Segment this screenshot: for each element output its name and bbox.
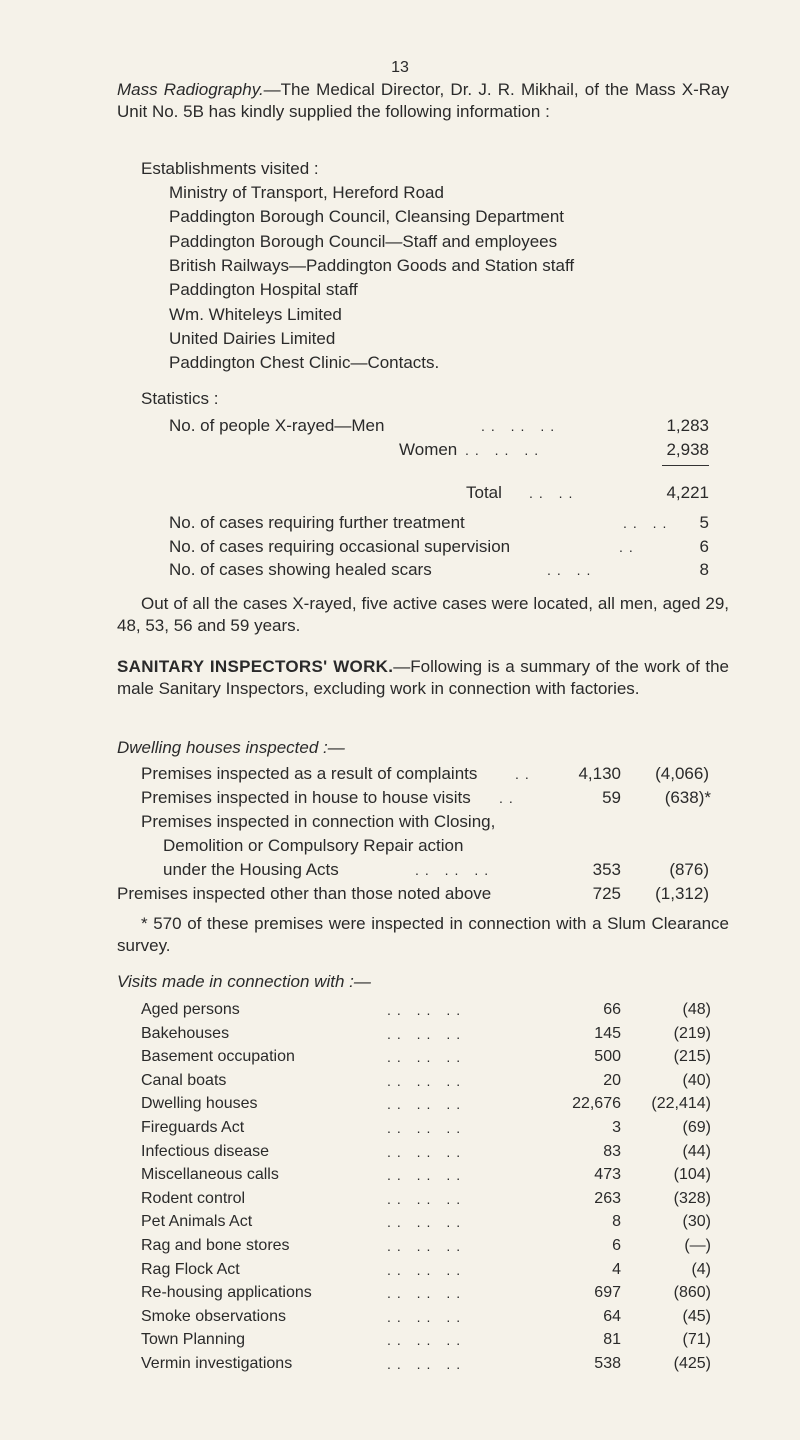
- sanitary-intro: [117, 656, 729, 700]
- leader-dots: .. .. ..: [387, 1072, 467, 1089]
- case-label: No. of cases requiring occasional supervision: [169, 536, 511, 556]
- statistics-heading: Statistics :: [141, 389, 219, 408]
- dwelling-heading: Dwelling houses inspected :—: [117, 738, 345, 757]
- visit-label: Re-housing applications: [141, 1284, 312, 1302]
- closing-row: [163, 859, 709, 881]
- visit-row: [141, 1329, 709, 1351]
- footnote: * 570 of these premises were inspected in connection with a Slum Clearance survey.: [117, 914, 729, 955]
- visit-prev: (69): [682, 1119, 711, 1136]
- leader-dots: .. .. ..: [481, 418, 561, 434]
- closing-prev: (876): [669, 860, 709, 879]
- visit-value: 81: [603, 1331, 621, 1349]
- case-label: No. of cases requiring further treatment: [169, 513, 465, 532]
- visit-prev: (22,414): [651, 1095, 711, 1113]
- dwelling-label: Premises inspected as a result of complaints: [141, 764, 478, 783]
- visit-label: Infectious disease: [141, 1142, 270, 1160]
- case-row: [169, 559, 709, 581]
- stat-value-women: 2,938: [666, 440, 709, 459]
- establishment-item: British Railways—Paddington Goods and Station staff: [169, 255, 575, 275]
- visit-row: [141, 999, 709, 1021]
- visit-value: 20: [603, 1071, 621, 1089]
- leader-dots: .. .. ..: [387, 1261, 467, 1278]
- leader-dots: .. .. ..: [387, 1025, 467, 1042]
- leader-dots: .. ..: [623, 515, 673, 531]
- stat-row-women: [169, 439, 709, 461]
- visit-row: [141, 1306, 709, 1328]
- visit-prev: (40): [682, 1071, 711, 1089]
- other-label: Premises inspected other than those noted above: [117, 884, 492, 903]
- case-value: 6: [699, 536, 709, 556]
- leader-dots: ..: [619, 538, 639, 555]
- visit-prev: (4): [691, 1260, 711, 1278]
- visit-value: 8: [612, 1213, 621, 1231]
- visit-label: Miscellaneous calls: [141, 1166, 279, 1184]
- visit-value: 145: [594, 1024, 621, 1042]
- case-label: No. of cases showing healed scars: [169, 560, 432, 579]
- mass-radiography-intro: [117, 79, 729, 123]
- leader-dots: .. .. ..: [387, 1167, 467, 1184]
- visit-prev: (48): [682, 1001, 711, 1018]
- visit-row: [141, 1211, 709, 1233]
- leader-dots: .. .. ..: [387, 1332, 467, 1349]
- visit-prev: (219): [673, 1024, 711, 1042]
- stat-label-men: No. of people X-rayed—Men: [169, 416, 385, 435]
- leader-dots: .. .. ..: [387, 1143, 467, 1160]
- leader-dots: .. .. ..: [387, 1285, 467, 1302]
- visit-prev: (44): [682, 1142, 711, 1160]
- establishment-item: United Dairies Limited: [169, 328, 336, 348]
- visit-label: Rag Flock Act: [141, 1260, 240, 1278]
- visit-value: 66: [603, 1001, 621, 1018]
- visit-prev: (425): [673, 1355, 711, 1372]
- leader-dots: ..: [515, 766, 535, 782]
- visit-row: [141, 1141, 709, 1163]
- leader-dots: .. .. ..: [387, 1308, 467, 1325]
- other-row: [117, 883, 709, 905]
- visit-prev: (30): [682, 1213, 711, 1231]
- visit-row: [141, 1117, 709, 1139]
- visit-prev: (—): [684, 1237, 711, 1254]
- visit-value: 22,676: [572, 1095, 621, 1113]
- case-row: [169, 512, 709, 534]
- leader-dots: .. .. ..: [387, 1120, 467, 1136]
- visit-label: Fireguards Act: [141, 1119, 245, 1136]
- dwelling-label: Premises inspected in house to house visits: [141, 788, 471, 807]
- stat-label-women: Women: [399, 440, 458, 459]
- visit-prev: (104): [673, 1166, 711, 1184]
- visit-row: [141, 1093, 709, 1115]
- dwelling-prev: (638)*: [664, 788, 711, 807]
- case-value: 8: [699, 560, 709, 579]
- visit-label: Vermin investigations: [141, 1355, 293, 1372]
- leader-dots: .. ..: [529, 485, 579, 501]
- establishment-item: Paddington Borough Council, Cleansing Department: [169, 207, 565, 227]
- stat-row-total: [169, 482, 709, 504]
- visit-prev: (215): [673, 1048, 711, 1066]
- visit-row: [141, 1046, 709, 1068]
- visit-row: [141, 1164, 709, 1186]
- sanitary-intro-text: —Following is a summary of the work of the male Sanitary Inspectors, excluding work in connection with factories.: [117, 657, 729, 698]
- visit-value: 3: [612, 1119, 621, 1136]
- leader-dots: .. .. ..: [415, 862, 495, 878]
- stat-label-total: Total: [466, 483, 502, 502]
- visit-row: [141, 1259, 709, 1281]
- leader-dots: .. .. ..: [387, 1049, 467, 1066]
- leader-dots: ..: [499, 790, 519, 806]
- visit-label: Canal boats: [141, 1071, 227, 1089]
- visits-heading: Visits made in connection with :—: [117, 972, 371, 991]
- establishment-item: Wm. Whiteleys Limited: [169, 304, 342, 324]
- visit-value: 538: [594, 1355, 621, 1372]
- leader-dots: .. .. ..: [387, 1214, 467, 1231]
- mass-radiography-intro-text: —The Medical Director, Dr. J. R. Mikhail, of the Mass X-Ray Unit No. 5B has kindly supplied the following information :: [117, 80, 729, 121]
- mass-radiography-heading: Mass Radiography.: [117, 80, 264, 99]
- dwelling-row: [141, 787, 709, 809]
- establishment-item: Paddington Borough Council—Staff and employees: [169, 231, 558, 251]
- dwelling-prev: (4,066): [655, 764, 709, 783]
- visit-prev: (71): [682, 1331, 711, 1349]
- other-prev: (1,312): [655, 884, 709, 903]
- visit-label: Dwelling houses: [141, 1095, 258, 1113]
- visit-label: Pet Animals Act: [141, 1213, 253, 1231]
- dwelling-row: [141, 763, 709, 785]
- other-value: 725: [592, 884, 621, 903]
- sanitary-heading: SANITARY INSPECTORS' WORK.: [117, 657, 394, 676]
- visit-value: 4: [612, 1260, 621, 1278]
- closing-line-1: Premises inspected in connection with Closing,: [141, 812, 496, 831]
- closing-value: 353: [592, 860, 621, 879]
- stat-row-men: [169, 415, 709, 437]
- case-value: 5: [699, 513, 709, 532]
- visit-row: [141, 1023, 709, 1045]
- leader-dots: .. .. ..: [465, 442, 545, 458]
- leader-dots: .. .. ..: [387, 1238, 467, 1254]
- stat-value-total: 4,221: [666, 483, 709, 502]
- visit-prev: (45): [682, 1307, 711, 1325]
- leader-dots: .. .. ..: [387, 1190, 467, 1207]
- establishment-item: Paddington Hospital staff: [169, 280, 358, 300]
- visit-label: Rag and bone stores: [141, 1237, 290, 1254]
- visit-value: 263: [594, 1189, 621, 1207]
- stat-value-men: 1,283: [666, 416, 709, 435]
- leader-dots: .. .. ..: [387, 1356, 467, 1372]
- visit-label: Bakehouses: [141, 1024, 230, 1042]
- establishments-heading: Establishments visited :: [141, 159, 319, 178]
- dwelling-value: 4,130: [578, 764, 621, 783]
- visit-label: Town Planning: [141, 1331, 246, 1349]
- visit-row: [141, 1353, 709, 1375]
- visit-value: 473: [594, 1166, 621, 1184]
- visit-value: 500: [594, 1048, 621, 1066]
- page-number: 13: [391, 59, 409, 76]
- visit-prev: (328): [673, 1189, 711, 1207]
- closing-line-3: under the Housing Acts: [163, 860, 339, 879]
- visit-label: Aged persons: [141, 1001, 240, 1018]
- visit-row: [141, 1070, 709, 1092]
- visit-label: Basement occupation: [141, 1048, 295, 1066]
- visit-value: 697: [594, 1284, 621, 1302]
- mass-radiography-conclusion: Out of all the cases X-rayed, five active cases were located, all men, aged 29, 48, 53, 56 and 59 years.: [117, 594, 729, 635]
- visit-value: 6: [612, 1237, 621, 1254]
- sum-rule: [662, 465, 709, 466]
- visit-row: [141, 1282, 709, 1304]
- visit-row: [141, 1235, 709, 1257]
- visit-value: 83: [603, 1142, 621, 1160]
- leader-dots: .. ..: [547, 562, 597, 578]
- leader-dots: .. .. ..: [387, 1096, 467, 1113]
- establishment-item: Paddington Chest Clinic—Contacts.: [169, 353, 440, 373]
- leader-dots: .. .. ..: [387, 1002, 467, 1018]
- visit-label: Rodent control: [141, 1189, 246, 1207]
- visit-row: [141, 1188, 709, 1210]
- visit-label: Smoke observations: [141, 1307, 286, 1325]
- closing-line-2: Demolition or Compulsory Repair action: [163, 836, 464, 855]
- establishment-item: Ministry of Transport, Hereford Road: [169, 183, 444, 202]
- case-row: [169, 536, 709, 558]
- visit-prev: (860): [673, 1284, 711, 1302]
- visit-value: 64: [603, 1307, 621, 1325]
- dwelling-value: 59: [602, 788, 621, 807]
